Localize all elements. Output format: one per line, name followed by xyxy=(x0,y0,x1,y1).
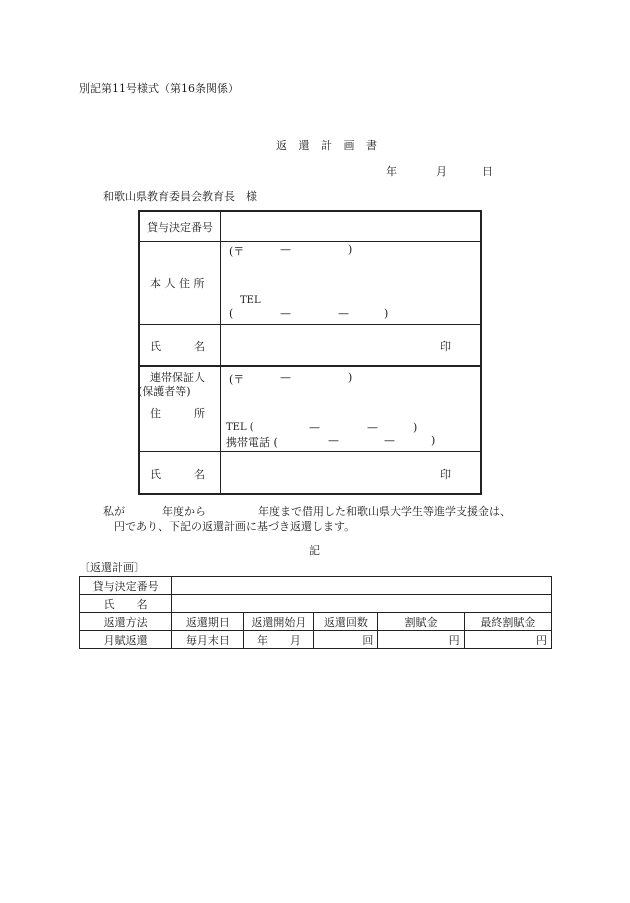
tel-label: TEL xyxy=(240,295,261,306)
postal-dash: — xyxy=(280,243,291,256)
guarantor-address-label: 住 所 xyxy=(150,407,205,420)
statement-prefix: 私が xyxy=(103,505,125,518)
plan-loan-no-field[interactable] xyxy=(172,577,552,595)
g-postal-close: ) xyxy=(348,371,353,384)
g-mobile-dash-1: — xyxy=(328,434,339,447)
g-postal-open: (〒 xyxy=(229,373,245,386)
table-row xyxy=(80,595,552,613)
header-count: 返還回数 xyxy=(314,613,378,631)
cell-final-installment[interactable]: 円 xyxy=(464,631,551,649)
statement-to-year: 年度まで借用した和歌山県大学生等進学支援金は、 xyxy=(258,505,511,518)
address-label: 本 人 住 所 xyxy=(150,277,205,290)
statement-from-year: 年度から xyxy=(162,505,206,518)
name-field[interactable] xyxy=(226,330,426,358)
date-month-label: 月 xyxy=(436,165,447,178)
cell-due-date: 毎月末日 xyxy=(172,631,244,649)
g-mobile-open: 携帯電話 ( xyxy=(226,436,278,449)
header-final-installment: 最終割賦金 xyxy=(464,613,551,631)
date-year-label: 年 xyxy=(386,165,397,178)
loan-number-label: 貸与決定番号 xyxy=(147,221,213,234)
table-row-line xyxy=(139,241,481,242)
form-number: 別記第11号様式（第16条関係） xyxy=(79,82,239,95)
loan-number-field[interactable] xyxy=(226,219,476,237)
plan-section-label: 〔返還計画〕 xyxy=(79,561,145,574)
guarantor-seal-mark: 印 xyxy=(440,468,451,481)
guarantor-name-field[interactable] xyxy=(226,458,426,486)
seal-mark: 印 xyxy=(440,340,451,353)
plan-loan-no-label: 貸与決定番号 xyxy=(80,577,172,595)
page-title: 返 還 計 画 書 xyxy=(276,139,381,152)
header-method: 返還方法 xyxy=(80,613,172,631)
g-postal-dash: — xyxy=(280,371,291,384)
table-row-line xyxy=(139,451,481,452)
cell-start-month[interactable]: 年 月 xyxy=(244,631,314,649)
g-tel-dash-2: — xyxy=(367,421,378,434)
postal-open: (〒 xyxy=(229,245,245,258)
header-due-date: 返還期日 xyxy=(172,613,244,631)
ki-label: 記 xyxy=(309,544,320,557)
g-tel-dash-1: — xyxy=(309,421,320,434)
g-tel-open: TEL ( xyxy=(226,422,254,433)
postal-close: ) xyxy=(348,243,353,256)
name-label: 氏 名 xyxy=(150,340,205,353)
statement-line-2: 円であり、下記の返還計画に基づき返還します。 xyxy=(114,520,356,533)
table-row-line xyxy=(139,365,481,367)
plan-name-label: 氏 名 xyxy=(80,595,172,613)
tel-dash-2: — xyxy=(338,307,349,320)
header-installment: 割賦金 xyxy=(378,613,464,631)
tel-dash-1: — xyxy=(280,307,291,320)
tel-close: ) xyxy=(384,307,389,320)
guarantor-name-label: 氏 名 xyxy=(150,468,205,481)
plan-table xyxy=(79,576,552,649)
g-tel-close: ) xyxy=(413,421,418,434)
cell-count[interactable]: 回 xyxy=(314,631,378,649)
table-row-line xyxy=(139,324,481,325)
table-row xyxy=(80,577,552,595)
plan-name-field[interactable] xyxy=(172,595,552,613)
tel-open: ( xyxy=(229,307,234,320)
guarantor-sublabel: (保護者等) xyxy=(138,385,191,398)
table-row xyxy=(80,631,552,649)
header-start-month: 返還開始月 xyxy=(244,613,314,631)
cell-method: 月賦返還 xyxy=(80,631,172,649)
table-header-row xyxy=(80,613,552,631)
guarantor-label: 連帯保証人 xyxy=(150,371,205,384)
date-day-label: 日 xyxy=(482,165,493,178)
cell-installment[interactable]: 円 xyxy=(378,631,464,649)
g-mobile-dash-2: — xyxy=(384,434,395,447)
g-mobile-close: ) xyxy=(431,434,436,447)
addressee: 和歌山県教育委員会教育長 様 xyxy=(103,190,257,203)
